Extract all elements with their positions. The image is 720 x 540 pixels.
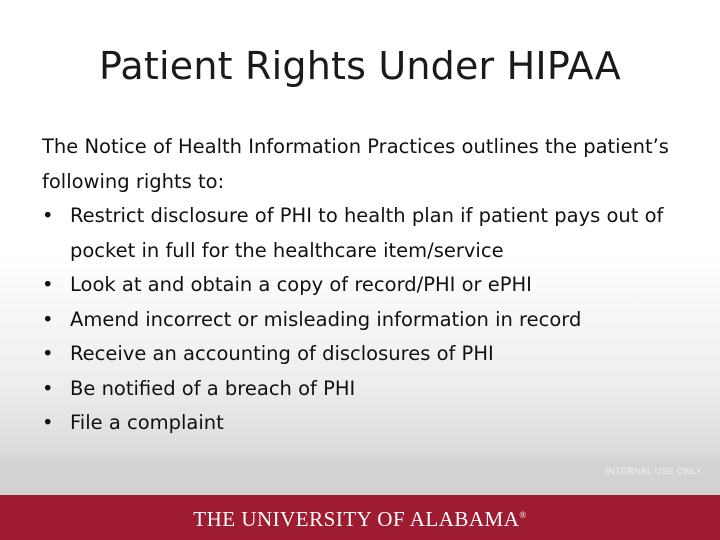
list-item-text: Be notified of a breach of PHI (70, 376, 356, 400)
list-item-text: File a complaint (70, 411, 224, 434)
bullet-marker: • (42, 376, 54, 400)
bullet-marker: • (42, 411, 54, 434)
list-item (42, 406, 692, 441)
registered-mark: ® (519, 510, 527, 520)
bullet-marker: • (42, 307, 54, 331)
wordmark-text: THE UNIVERSITY OF ALABAMA (193, 507, 520, 531)
list-item (42, 337, 692, 372)
slide-body (42, 130, 692, 441)
intro-text: The Notice of Health Information Practices outlines the patient’s following rights to: (42, 135, 669, 193)
list-item (42, 268, 692, 303)
list-item-text: Restrict disclosure of PHI to health plan if patient pays out of pocket in full for the healthcare item/service (70, 204, 664, 262)
bullet-marker: • (42, 273, 54, 296)
footer-bar (0, 495, 720, 540)
internal-use-label: INTERNAL USE ONLY (605, 466, 702, 476)
bullet-marker: • (42, 342, 54, 365)
list-item (42, 303, 692, 338)
list-item (42, 372, 692, 407)
university-wordmark (193, 507, 526, 532)
slide-title: Patient Rights Under HIPAA (99, 44, 621, 88)
bullet-marker: • (42, 204, 54, 227)
rights-list (42, 199, 692, 441)
list-item (42, 199, 692, 268)
list-item-text: Amend incorrect or misleading information in record (70, 307, 582, 331)
list-item-text: Receive an accounting of disclosures of PHI (70, 342, 494, 365)
list-item-text: Look at and obtain a copy of record/PHI or ePHI (70, 273, 532, 296)
